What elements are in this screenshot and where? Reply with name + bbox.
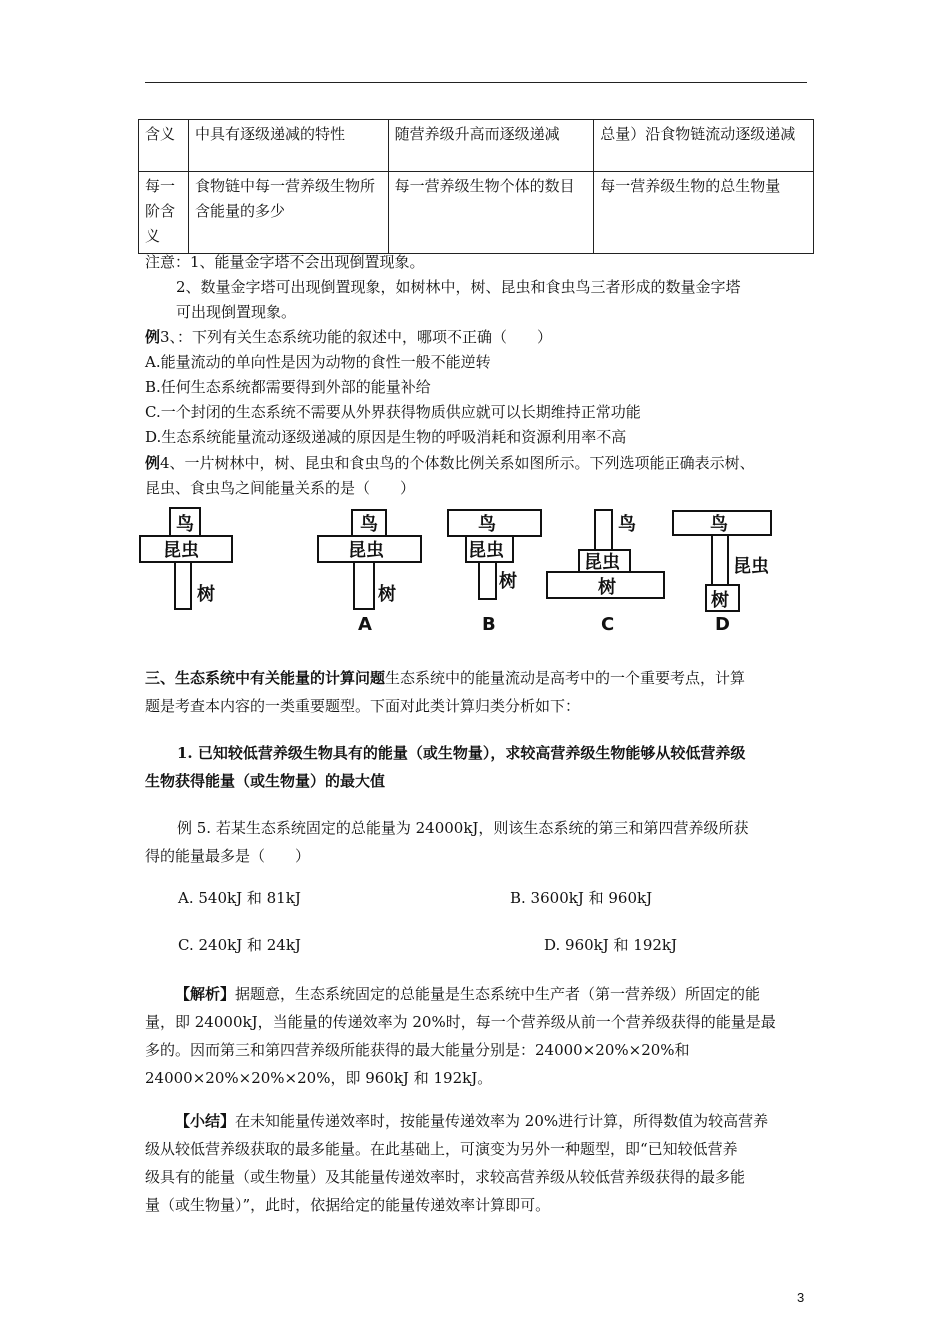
- section-3-heading: 三、生态系统中有关能量的计算问题: [145, 669, 386, 687]
- section-3-intro: [145, 664, 815, 720]
- example-3-option-d: D.生态系统能量流动逐级递减的原因是生物的呼吸消耗和资源利用率不高: [145, 428, 627, 446]
- page-number: 3: [797, 1290, 805, 1305]
- summary-line-2: 级从较低营养级获取的最多能量。在此基础上，可演变为另外一种题型，即“已知较低营养: [145, 1140, 738, 1158]
- summary-tag: 【小结】: [175, 1112, 236, 1130]
- table-cell: 总量）沿食物链流动逐级递减: [594, 120, 814, 172]
- example-5-stem: [145, 814, 815, 870]
- summary-line-3: 级具有的能量（或生物量）及其能量传递效率时，求较高营养级从较低营养级获得的最多能: [145, 1168, 746, 1186]
- figure-a-label-tree: 树: [378, 584, 396, 605]
- example-5-option-b: B. 3600kJ 和 960kJ: [510, 889, 653, 907]
- option-label-a: A: [358, 614, 372, 635]
- table-cell: 含义: [139, 120, 189, 172]
- figure-c-label-bird: 鸟: [618, 514, 636, 535]
- figure-c-label-insect: 昆虫: [584, 552, 620, 573]
- example-3-option-a: A.能量流动的单向性是因为动物的食性一般不能逆转: [145, 353, 491, 371]
- summary-line-1: 在未知能量传递效率时，按能量传递效率为 20%进行计算，所得数值为较高营养: [235, 1112, 769, 1130]
- table-cell: 中具有逐级递减的特性: [188, 120, 388, 172]
- example-label: 例: [145, 328, 161, 346]
- pyramid-figure: [135, 505, 815, 635]
- analysis-tag: 【解析】: [175, 985, 236, 1003]
- figure-d-label-bird: 鸟: [710, 514, 728, 535]
- table-row: [139, 120, 814, 172]
- figure-c-bar-bird: [595, 510, 612, 550]
- example-4-question: 4、一片树林中，树、昆虫和食虫鸟的个体数比例关系如图所示。下列选项能正确表示树、: [160, 454, 755, 472]
- figure-a-bar-tree: [354, 562, 374, 609]
- example-5-line-2: 得的能量最多是（ ）: [145, 847, 311, 865]
- subsection-1-title: [145, 739, 815, 795]
- subsection-1-line-1: 1. 已知较低营养级生物具有的能量（或生物量），求较高营养级生物能够从较低营养级: [177, 744, 746, 762]
- figure-b-label-tree: 树: [499, 571, 517, 592]
- section-3-intro-1: 生态系统中的能量流动是高考中的一个重要考点，计算: [385, 669, 746, 687]
- option-label-c: C: [601, 614, 615, 635]
- option-label-b: B: [482, 614, 496, 635]
- analysis-line-1: 据题意，生态系统固定的总能量是生态系统中生产者（第一营养级）所固定的能: [235, 985, 761, 1003]
- table-cell: 每一营养级生物个体的数目: [388, 172, 594, 254]
- option-label-d: D: [715, 614, 730, 635]
- example-5-option-a: A. 540kJ 和 81kJ: [178, 889, 301, 907]
- figure-c-label-tree: 树: [598, 577, 616, 598]
- example-5-line-1: 例 5. 若某生态系统固定的总能量为 24000kJ，则该生态系统的第三和第四营养级所获: [177, 819, 749, 837]
- header-rule: [145, 82, 807, 83]
- figure-bar-tree: [175, 562, 191, 609]
- example-label: 例: [145, 454, 161, 472]
- comparison-table: [138, 119, 814, 254]
- figure-d-label-tree: 树: [711, 590, 729, 611]
- example-3-question: 3、：下列有关生态系统功能的叙述中，哪项不正确（ ）: [160, 328, 553, 346]
- example-5-option-d: D. 960kJ 和 192kJ: [544, 936, 678, 954]
- figure-a-label-insect: 昆虫: [348, 540, 384, 561]
- note-2: 2、数量金字塔可出现倒置现象，如树林中，树、昆虫和食虫鸟三者形成的数量金字塔: [176, 278, 741, 296]
- section-3-intro-2: 题是考查本内容的一类重要题型。下面对此类计算归类分析如下：: [145, 697, 581, 715]
- note-1: 注意：1、能量金字塔不会出现倒置现象。: [145, 253, 425, 271]
- figure-label-tree: 树: [197, 584, 215, 605]
- analysis-line-2: 量，即 24000kJ，当能量的传递效率为 20%时，每一个营养级从前一个营养级获得的能量是最: [145, 1013, 776, 1031]
- summary-paragraph: [145, 1107, 815, 1219]
- figure-b-label-bird: 鸟: [478, 514, 496, 535]
- table-cell: 食物链中每一营养级生物所含能量的多少: [188, 172, 388, 254]
- figure-d-bar-insect: [712, 535, 728, 585]
- analysis-line-4: 24000×20%×20%×20%，即 960kJ 和 192kJ。: [145, 1069, 493, 1087]
- example-3-option-b: B.任何生态系统都需要得到外部的能量补给: [145, 378, 431, 396]
- figure-b-label-insect: 昆虫: [468, 540, 504, 561]
- example-3-option-c: C.一个封闭的生态系统不需要从外界获得物质供应就可以长期维持正常功能: [145, 403, 641, 421]
- figure-b-bar-tree: [479, 562, 496, 599]
- example-5-option-c: C. 240kJ 和 24kJ: [178, 936, 301, 954]
- figure-a-label-bird: 鸟: [360, 514, 378, 535]
- analysis-paragraph: [145, 980, 815, 1092]
- summary-line-4: 量（或生物量）”，此时，依据给定的能量传递效率计算即可。: [145, 1196, 551, 1214]
- example-4-stem-2: 昆虫、食虫鸟之间能量关系的是（ ）: [145, 479, 416, 497]
- example-4-stem-1: [145, 451, 755, 475]
- table-cell: 每一阶含义: [139, 172, 189, 254]
- table-row: [139, 172, 814, 254]
- subsection-1-line-2: 生物获得能量（或生物量）的最大值: [145, 772, 386, 790]
- note-3: 可出现倒置现象。: [176, 303, 297, 321]
- figure-d-label-insect: 昆虫: [733, 556, 769, 577]
- table-cell: 随营养级升高而逐级递减: [388, 120, 594, 172]
- example-3-stem: [145, 325, 552, 349]
- figure-label-insect: 昆虫: [163, 540, 199, 561]
- analysis-line-3: 多的。因而第三和第四营养级所能获得的最大能量分别是：24000×20%×20%和: [145, 1041, 690, 1059]
- figure-label-bird: 鸟: [176, 514, 194, 535]
- table-cell: 每一营养级生物的总生物量: [594, 172, 814, 254]
